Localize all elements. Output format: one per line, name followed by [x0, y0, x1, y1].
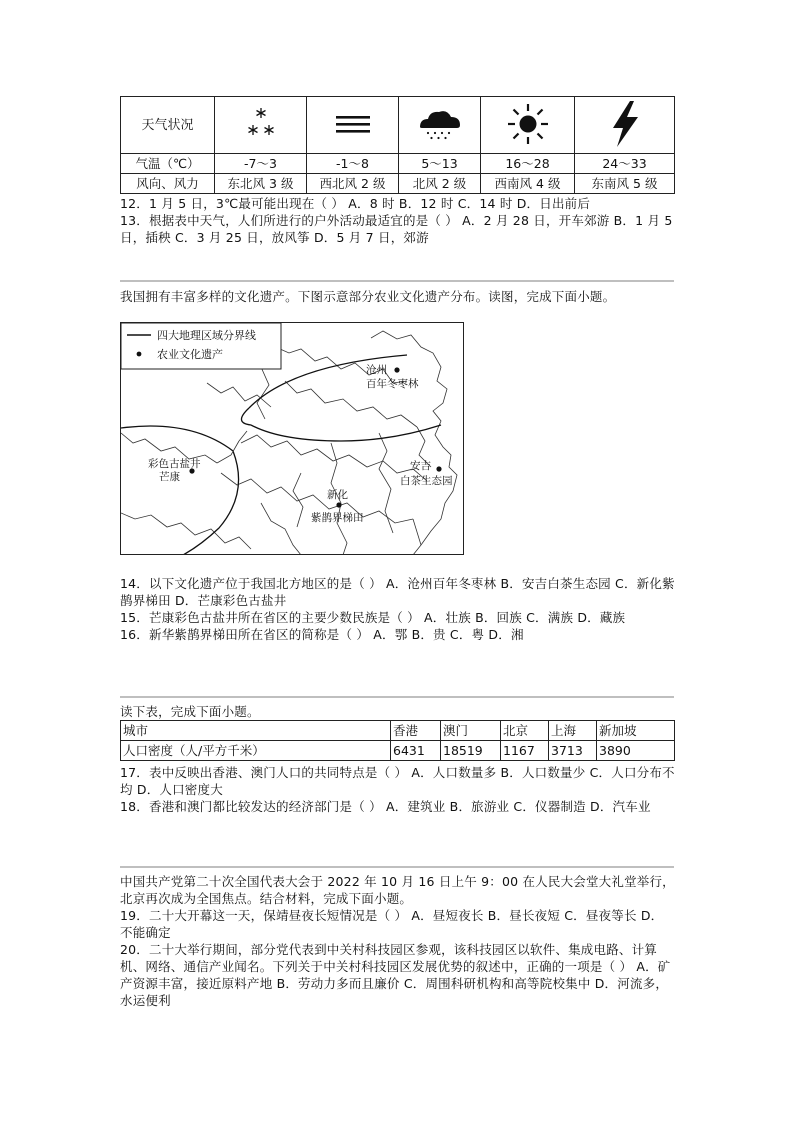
- wind-cell: 东北风 3 级: [215, 174, 307, 194]
- section-divider: [120, 866, 674, 868]
- data-cell: 6431: [391, 741, 441, 761]
- heritage-map-svg: [121, 323, 464, 555]
- section4-intro: 中国共产党第二十次全国代表大会于 2022 年 10 月 16 日上午 9：00 在人民大会堂大礼堂举行，北京再次成为全国焦点。结合材料，完成下面小题。: [120, 874, 675, 906]
- wind-row: [121, 174, 675, 194]
- mangkang-label: 芒康: [159, 471, 180, 483]
- xinhua-marker: [336, 502, 341, 507]
- anji-marker: [436, 466, 441, 471]
- anji-site-label: 白茶生态园: [400, 475, 453, 487]
- data-cell: 人口密度（人/平方千米）: [121, 741, 391, 761]
- temperature-label: 气温（℃）: [121, 154, 215, 174]
- question-18: 18．香港和澳门都比较发达的经济部门是（ ） A．建筑业 B．旅游业 C．仪器制造 D．汽车业: [120, 799, 651, 814]
- temperature-cell: -1～8: [307, 154, 399, 174]
- header-cell: 城市: [121, 721, 391, 741]
- question-13: 13．根据表中天气，人们所进行的户外活动最适宜的是（ ） A．2 月 28 日，开车郊游 B．1 月 5 日，插秧 C．3 月 25 日，放风筝 D．5 月 7 日，郊游: [120, 213, 673, 245]
- section2-intro: 我国拥有丰富多样的文化遗产。下图示意部分农业文化遗产分布。读图，完成下面小题。: [120, 289, 616, 304]
- section1-questions: [120, 195, 676, 246]
- cangzhou-marker: [394, 367, 399, 372]
- temperature-row: [121, 154, 675, 174]
- wind-cell: 西北风 2 级: [307, 174, 399, 194]
- question-12: 12．1 月 5 日，3℃最可能出现在（ ） A．8 时 B．12 时 C．14 时 D．日出前后: [120, 196, 591, 211]
- cangzhou-label: 沧州: [366, 364, 387, 376]
- temperature-cell: 16～28: [481, 154, 575, 174]
- temperature-cell: -7～3: [215, 154, 307, 174]
- population-data-row: [121, 741, 675, 761]
- question-14: 14．以下文化遗产位于我国北方地区的是（ ） A．沧州百年冬枣林 B．安吉白茶生态园 C．新化紫鹊界梯田 D．芒康彩色古盐井: [120, 576, 675, 608]
- weather-icon-row: [121, 97, 675, 154]
- question-19: 19．二十大开幕这一天，保靖昼夜长短情况是（ ） A．昼短夜长 B．昼长夜短 C．昼夜等长 D．不能确定: [120, 908, 664, 940]
- header-cell: 新加坡: [597, 721, 675, 741]
- fog-icon: [307, 97, 399, 154]
- section3-questions: [120, 764, 676, 815]
- section3-intro: 读下表，完成下面小题。: [120, 704, 260, 719]
- legend-boundary-label: 四大地理区域分界线: [157, 329, 256, 342]
- legend-dot-icon: [137, 352, 142, 357]
- population-header-row: [121, 721, 675, 741]
- wind-cell: 北风 2 级: [399, 174, 481, 194]
- section4-text: [120, 873, 676, 1009]
- weather-table: [120, 96, 675, 194]
- temperature-cell: 24～33: [575, 154, 675, 174]
- sunny-icon: [481, 97, 575, 154]
- legend-heritage-label: 农业文化遗产: [157, 348, 223, 361]
- xinhua-site-label: 紫鹊界梯田: [311, 512, 364, 524]
- data-cell: 18519: [441, 741, 501, 761]
- temperature-cell: 5～13: [399, 154, 481, 174]
- header-cell: 北京: [501, 721, 549, 741]
- question-16: 16．新华紫鹊界梯田所在省区的简称是（ ） A．鄂 B．贵 C．粤 D．湘: [120, 627, 524, 642]
- wind-cell: 西南风 4 级: [481, 174, 575, 194]
- section2-questions: [120, 575, 676, 643]
- mangkang-site-label: 彩色古盐井: [148, 458, 201, 470]
- heritage-map: [120, 322, 464, 555]
- lightning-icon: [575, 97, 675, 154]
- header-cell: 上海: [549, 721, 597, 741]
- snow-icon: [215, 97, 307, 154]
- data-cell: 1167: [501, 741, 549, 761]
- question-15: 15．芒康彩色古盐井所在省区的主要少数民族是（ ） A．壮族 B．回族 C．满族 D．藏族: [120, 610, 626, 625]
- question-20: 20．二十大举行期间，部分党代表到中关村科技园区参观，该科技园区以软件、集成电路、计算机、网络、通信产业闻名。下列关于中关村科技园区发展优势的叙述中，正确的一项是（ ） A．矿产资源丰富，接近原料产地 B．劳动力多而且廉价 C．周围科研机构和高等院校集中 D．河流多，水运便利: [120, 942, 671, 1008]
- data-cell: 3890: [597, 741, 675, 761]
- header-cell: 香港: [391, 721, 441, 741]
- section-divider: [120, 280, 674, 282]
- wind-label: 风向、风力: [121, 174, 215, 194]
- wind-cell: 东南风 5 级: [575, 174, 675, 194]
- weather-condition-label: 天气状况: [121, 97, 215, 154]
- anji-label: 安吉: [410, 460, 431, 472]
- header-cell: 澳门: [441, 721, 501, 741]
- cangzhou-site-label: 百年冬枣林: [366, 378, 419, 390]
- data-cell: 3713: [549, 741, 597, 761]
- question-17: 17．表中反映出香港、澳门人口的共同特点是（ ） A．人口数量多 B．人口数量少 C．人口分布不均 D．人口密度大: [120, 765, 675, 797]
- section-divider: [120, 696, 674, 698]
- population-table: [120, 720, 675, 761]
- xinhua-label: 新化: [327, 489, 348, 501]
- snow-cloud-icon: [399, 97, 481, 154]
